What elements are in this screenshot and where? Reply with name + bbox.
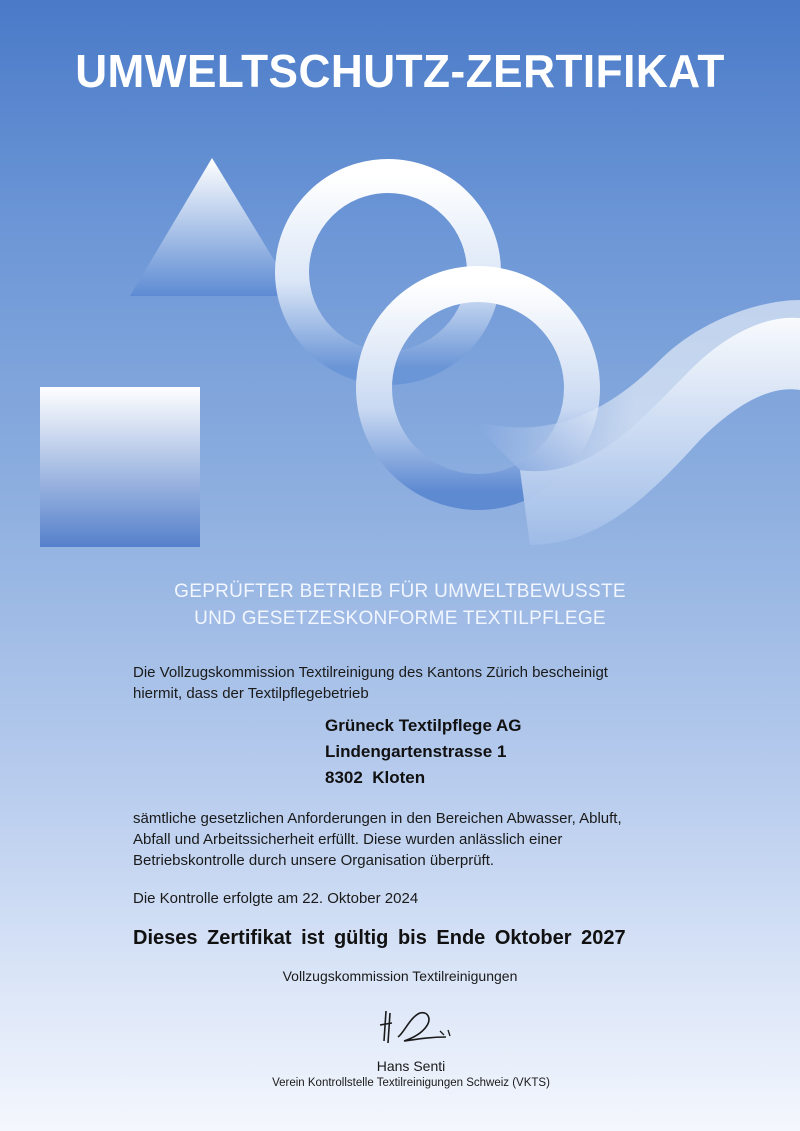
subtitle-line-2: UND GESETZESKONFORME TEXTILPFLEGE (194, 608, 606, 629)
company-street: Lindengartenstrasse 1 (325, 742, 507, 761)
signer-organization: Verein Kontrollstelle Textilreinigungen Schweiz (VKTS) (272, 1077, 550, 1089)
intro-paragraph (133, 662, 673, 704)
control-date: Die Kontrolle erfolgte am 22. Oktober 2024 (133, 890, 419, 907)
body-line-3: Betriebskontrolle durch unsere Organisation überprüft. (133, 852, 495, 869)
issuer-name: Vollzugskommission Textilreinigungen (282, 968, 518, 984)
certificate-subtitle (0, 578, 800, 632)
company-city: 8302 Kloten (325, 768, 426, 787)
intro-line-2: hiermit, dass der Textilpflegebetrieb (133, 685, 369, 702)
company-address-block (325, 713, 522, 791)
body-line-1: sämtliche gesetzlichen Anforderungen in den Bereichen Abwasser, Abluft, (133, 810, 622, 827)
intro-line-1: Die Vollzugskommission Textilreinigung des Kantons Zürich bescheinigt (133, 664, 608, 681)
signer-name: Hans Senti (376, 1058, 446, 1074)
handwritten-signature (370, 1003, 460, 1053)
triangle-shape (130, 158, 296, 296)
certificate-title: UMWELTSCHUTZ-ZERTIFIKAT (75, 45, 725, 97)
square-shape (40, 387, 200, 547)
subtitle-line-1: GEPRÜFTER BETRIEB FÜR UMWELTBEWUSSTE (174, 581, 626, 602)
company-name: Grüneck Textilpflege AG (325, 716, 522, 735)
requirements-paragraph (133, 808, 693, 871)
validity-statement: Dieses Zertifikat ist gültig bis Ende Oktober 2027 (133, 927, 626, 949)
body-line-2: Abfall und Arbeitssicherheit erfüllt. Diese wurden anlässlich einer (133, 831, 563, 848)
